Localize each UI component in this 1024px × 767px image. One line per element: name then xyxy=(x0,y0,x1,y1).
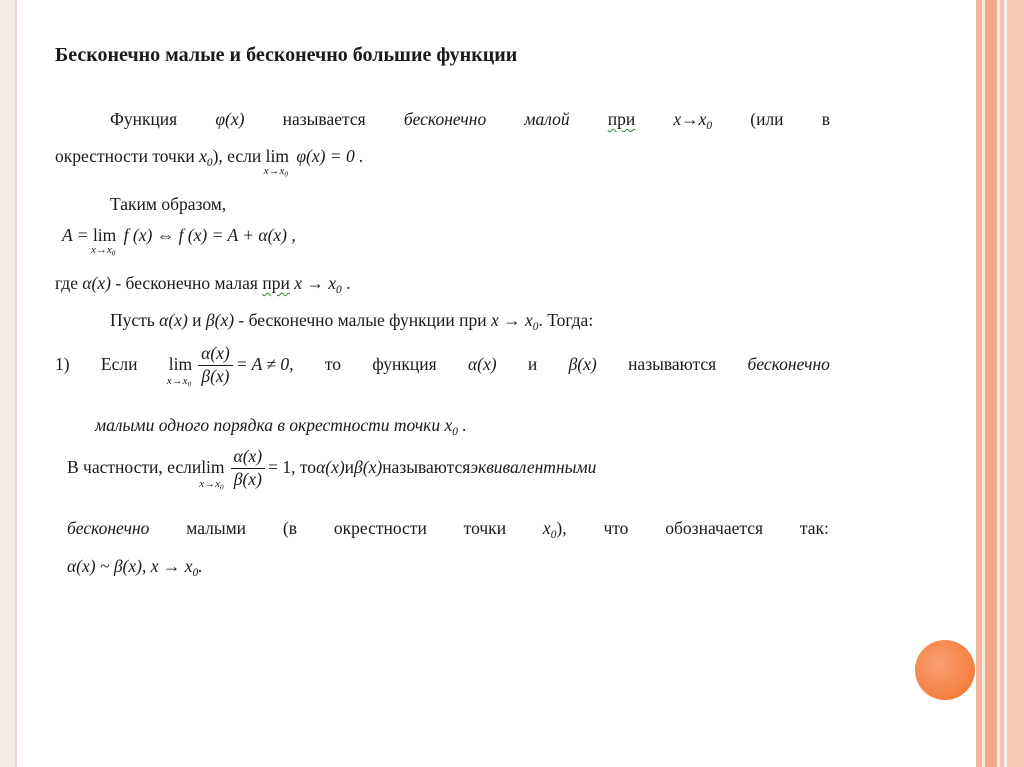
limit-expression: lim $x\to x_0$ xyxy=(263,146,289,179)
limit-expression: lim $x\to x_0$ xyxy=(199,457,225,492)
particular-case-line-2: бесконечно малыми (в окрестности точки $x_0$), что обозначается так: xyxy=(67,518,829,541)
orange-circle-decoration xyxy=(915,640,975,700)
formula-limit-equivalence: A = lim $x\to x_0$ f (x) ⇔ f (x) = A + α(x) , xyxy=(62,225,296,258)
limit-expression: lim $x\to x_0$ xyxy=(166,354,193,389)
case-1-line: 1) Если lim $x\to x_0$ $\frac{\alpha(x)}{\beta(x)}$ = A ≠ 0, то функция α(x) и β(x) называются бесконечно xyxy=(55,343,830,389)
equivalence-notation: α(x) ~ β(x), $x \to x_0$. xyxy=(67,556,203,579)
stripe xyxy=(1007,0,1024,767)
case-1-continuation: малыми одного порядка в окрестности точки $x_0$ . xyxy=(95,415,467,438)
decorative-stripes xyxy=(976,0,1024,767)
stripe xyxy=(1000,0,1004,767)
slide-title: Бесконечно малые и бесконечно большие функции xyxy=(55,44,518,66)
where-line: где α(x) - бесконечно малая при $x \to x_0$ . xyxy=(55,273,351,296)
let-line: Пусть α(x) и β(x) - бесконечно малые функции при $x \to x_0$. Тогда: xyxy=(110,310,594,333)
fraction: $\frac{\alpha(x)}{\beta(x)}$ xyxy=(198,345,233,385)
stripe xyxy=(985,0,997,767)
particular-case-line: В частности, если lim $x\to x_0$ $\frac{\alpha(x)}{\beta(x)}$ = 1, то α(x) и β(x) называются эквивалентными xyxy=(67,446,597,492)
definition-line-1: Функция φ(x) называется бесконечно малой при $x\to x_0$ (или в xyxy=(110,109,830,132)
stripe xyxy=(976,0,982,767)
definition-line-2: окрестности точки $x_0$), если lim $x\to x_0$ φ(x) = 0 . xyxy=(55,146,364,179)
paragraph-thus: Таким образом, xyxy=(110,194,227,214)
fraction: $\frac{\alpha(x)}{\beta(x)}$ xyxy=(231,448,266,488)
